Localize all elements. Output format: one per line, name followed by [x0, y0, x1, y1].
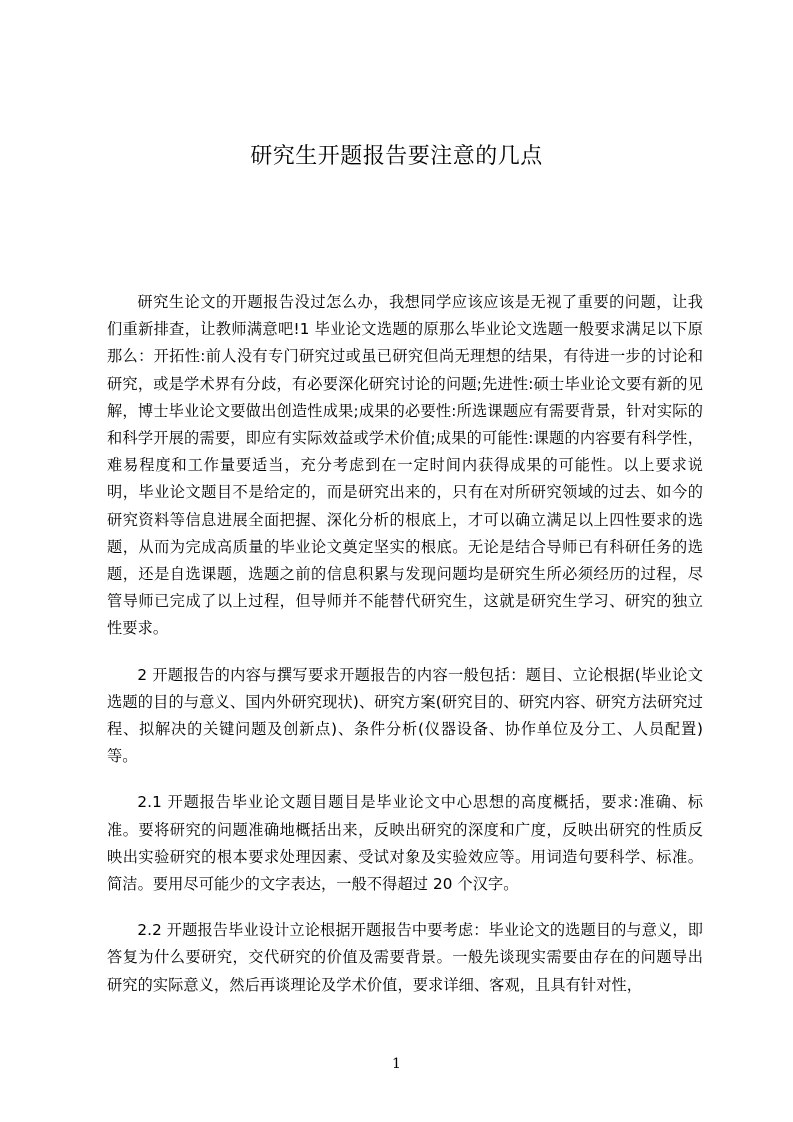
paragraph-topic-selection: 研究生论文的开题报告没过怎么办，我想同学应该应该是无视了重要的问题，让我们重新排查，让教师满意吧!1 毕业论文选题的原那么毕业论文选题一般要求满足以下原那么：开拓性:前人没有专门研究过或虽已研究但尚无理想的结果，有待进一步的讨论和研究，或是学术界有分歧，有必要深化研究讨论的问题;先进性:硕士毕业论文要有新的见解，博士毕业论文要做出创造性成果;成果的必要性:所选课题应有需要背景，针对实际的和科学开展的需要，即应有实际效益或学术价值;成果的可能性:课题的内容要有科学性，难易程度和工作量要适当，充分考虑到在一定时间内获得成果的可能性。以上要求说明，毕业论文题目不是给定的，而是研究出来的，只有在对所研究领域的过去、如今的研究资料等信息进展全面把握、深化分析的根底上，才可以确立满足以上四性要求的选题，从而为完成高质量的毕业论文奠定坚实的根底。无论是结合导师已有科研任务的选题，还是自选课题，选题之前的信息积累与发现问题均是研究生所必须经历的过程，尽管导师已完成了以上过程，但导师并不能替代研究生，这就是研究生学习、研究的独立性要求。: [107, 293, 703, 638]
document-body: [107, 289, 703, 1018]
paragraph-report-content: 2 开题报告的内容与撰写要求开题报告的内容一般包括：题目、立论根据(毕业论文选题的目的与意义、国内外研究现状)、研究方案(研究目的、研究内容、研究方法研究过程、拟解决的关键问题及创新点)、条件分析(仪器设备、协作单位及分工、人员配置)等。: [107, 665, 703, 766]
document-title: 研究生开题报告要注意的几点: [250, 144, 543, 169]
paragraph-report-title: 2.1 开题报告毕业论文题目题目是毕业论文中心思想的高度概括，要求:准确、标准。要将研究的问题准确地概括出来，反映出研究的深度和广度，反映出研究的性质反映出实验研究的根本要求处理因素、受试对象及实验效应等。用词造句要科学、标准。简洁。要用尽可能少的文字表达，一般不得超过 20 个汉字。: [107, 793, 703, 894]
paragraph-rationale: 2.2 开题报告毕业设计立论根据开题报告中要考虑：毕业论文的选题目的与意义，即答复为什么要研究，交代研究的价值及需要背景。一般先谈现实需要由存在的问题导出研究的实际意义，然后再谈理论及学术价值，要求详细、客观，且具有针对性，: [107, 921, 703, 994]
page-number: 1: [392, 1056, 401, 1072]
